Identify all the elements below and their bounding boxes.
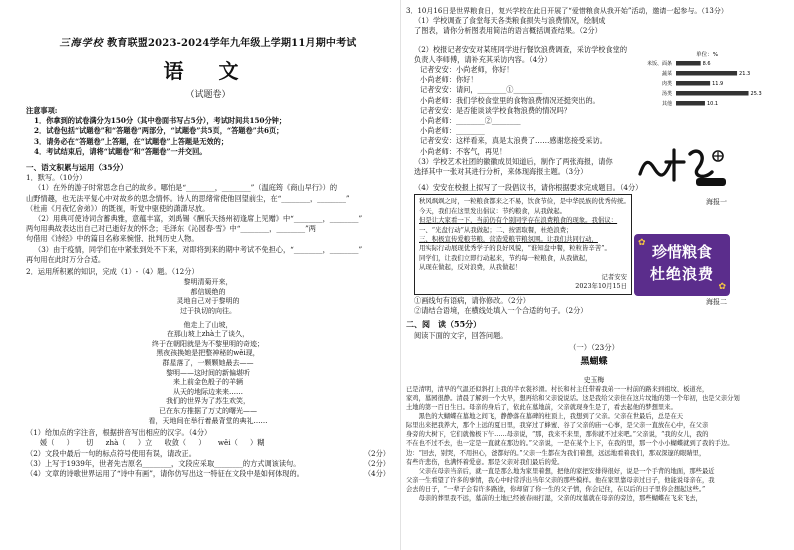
poster-two-line1: 珍惜粮食: [651, 243, 712, 262]
paper-label: （试题卷）: [185, 90, 231, 100]
q2-sub3-text: （3）上写于1939年，世者先吉原名________，文段应采取________的方式调该读句。: [26, 458, 301, 468]
q1-line: 两句用典故表达出自己对已逝好友的怀念；毛泽东《沁园春·雪》中“________，________”两: [26, 224, 316, 234]
chart-value-label: 11.9: [712, 81, 724, 88]
notice-title: 注意事项:: [26, 106, 58, 115]
letter-line: 用实际行动展现优秀学子的良好风貌，“谁知盘中餐，粒粒皆辛苦”。: [419, 244, 611, 253]
part1: [26, 163, 390, 479]
wheat-icon: ✿: [718, 282, 726, 293]
chart-category-label: 其他: [661, 101, 672, 108]
notice-item: 3．请务必在“答题卷”上答题，在“试题卷”上答题是无效的；: [34, 136, 229, 146]
q3-s1-line: （1）学校调查了食堂每天各类粮食损失与浪费情况，绘制成: [414, 16, 606, 26]
dialog-line: 记者安安：这样看来，真是太浪费了……感谢您接受采访。: [420, 136, 607, 146]
part2: [406, 319, 782, 503]
article-line: 土地的第一百日生日。母亲的身后了，依此在墓地前，父亲就现身生是了，看去起他的梦想里来。: [406, 404, 677, 412]
poem-line: 群星落了，一颗颗她最去——: [162, 359, 254, 367]
exam-title: 教育联盟2023-2024学年九年级上学期11月期中考试: [107, 38, 357, 49]
reading-section: （一）（23分）: [568, 343, 620, 353]
poem-line: 过于执切的向往。: [180, 307, 236, 316]
q3-lt2: ②请结合语境，在横线处填入一个合适的句子。（2分）: [414, 305, 588, 315]
food-waste-chart: [636, 48, 782, 114]
q1-line: 句借用《诗经》中的篇目名称来惋惜、批判历史人物。: [26, 234, 199, 244]
q2-sub1-items: [26, 438, 390, 448]
chart-value-label: 8.6: [702, 61, 711, 68]
dialog-line: 记者安安：请问，________①________: [420, 85, 543, 95]
letter-line: 秋风飒飒之时，一粒粮食都来之不易，饮食节俭，是中华民族的优秀传统。: [419, 197, 630, 206]
part2-intro: 阅读下面的文字，回答问题。: [414, 330, 508, 340]
dialog-line: 小尚老师：你好！: [420, 75, 478, 85]
exam-header: [26, 34, 390, 49]
chart-value-label: 10.1: [706, 101, 719, 108]
article-line: 父亲在母亲当亲后，就一直是那么地为家里着想，把他的家把安排得很好，说是一个手背的地面，那些最近: [406, 467, 715, 475]
q2-head: 2．运用所积累的知识，完成（1）-（4）题。（12分）: [26, 267, 199, 277]
poem-block: [26, 278, 390, 426]
part1-title: 一、语文积累与运用（35分）: [26, 163, 128, 173]
poem-line: 在那山坡上zhà土了谈久，: [166, 330, 250, 339]
notice-block: [26, 106, 390, 157]
q2-sub3: [26, 459, 390, 469]
q2-sub2-text: （2）文段中最后一句的标点符号使用有误，请改正。: [26, 448, 196, 458]
q3-s3-line: 选择其中一张对其进行分析，来体现海报主题。（3分）: [414, 167, 588, 177]
q2-sub2: [26, 449, 390, 459]
right-column: [400, 0, 794, 550]
q1-line: 山野情趣，也无法平复心中对故乡的思念情怀。诗人的思绪常使他回望前尘，在“________，________”: [26, 193, 350, 203]
chart-bars: [647, 60, 762, 107]
chart-category-label: 蔬菜: [661, 71, 672, 78]
letter-line: 从现在做起，反对浪费，从我做起！: [419, 263, 522, 272]
dialog-line: 小尚老师：我们学校食堂里的食物浪费情况还挺突出的。: [420, 95, 600, 105]
part2-title: 二、阅 读（55分）: [406, 318, 482, 329]
article-line: 不在也不过不去，也一定是一直就在那边的。”父亲说，一是在某个上下，在我的里，那一个小小蝴蝶就到了我的手边。: [406, 440, 734, 448]
chart-value-label: 25.3: [750, 91, 762, 98]
article-line: 母亲的葬里我不远，墓前的土地已经被春雨打湿，父亲的坟墓就在母亲的旁边，那些蝴蝶在飞来飞去，: [406, 495, 702, 503]
q2-sub1: （1）给加点的字注音，根据拼音写出相应的汉字。（4分）: [26, 428, 212, 438]
dialog-line: 记者安安：小尚老师，你好！: [420, 65, 514, 75]
q2-sub4-text: （4）文章的诗歌世界运用了“诗中有画”，请你仿写出这一特征在文段中是如何体现的。: [26, 468, 304, 478]
q2-pinyin-item: 收敛（ ）: [164, 438, 206, 448]
q3-body: [406, 16, 782, 316]
q1-head: 1．默写。（10分）: [26, 173, 87, 183]
dialog-line: 小尚老师：________: [420, 126, 485, 136]
letter-line: 一、“光盘行动”从我做起；二、按需取餐，杜绝浪费；: [419, 225, 573, 234]
q2-sub4: [26, 469, 390, 479]
q3-s2-line: （2）校报记者安安对某班同学进行餐饮浪费调查，采访学校食堂的: [414, 44, 628, 54]
dialog-line: 记者安安：是否能谈谈学校食物浪费的情况吗？: [420, 105, 571, 115]
poem-line: 他走上了山坡，: [183, 320, 233, 329]
notice-item: 2．试卷包括“试题卷”和“答题卷”两部分，“试题卷”共5页，“答题卷”共6页；: [34, 126, 284, 136]
chart-category-label: 汤类: [661, 91, 672, 98]
poem-line: 灵地自己对于黎明的: [176, 297, 240, 306]
q2-pinyin-item: wěi（ ）糊: [217, 438, 265, 448]
poem-line: 黎明——这时间的新偏堪听: [166, 368, 250, 377]
chart-category-label: 肉类: [661, 81, 672, 88]
chart-bar: [676, 91, 749, 96]
chart-bar: [676, 81, 710, 86]
article-line: 家鸡，墓园很静。清晨了解到一个大早，想再给和父亲说说话。这是我给父亲住在这片坟地的第一个年初，也是父亲分划: [406, 395, 740, 403]
q2-sub2-score: （2分）: [363, 448, 390, 458]
poem-line: 我们的世界为了苏生欢笑，: [166, 397, 250, 406]
article-body: [406, 385, 782, 503]
q3-head: 3．10月16日是世界粮食日，复兴学校在此日开展了“爱惜粮食从我开始”活动，邀请一起参与。（13分）: [406, 7, 728, 15]
q2-pinyin-item: zhà（ ）立: [105, 438, 153, 448]
letter-date: 2023年10月15日: [575, 282, 627, 291]
letter-line-underlined: 但是让大家看一下，当前仍有个别同学存在浪费粮食的现象。我倡议：: [419, 216, 618, 225]
letter-line: 今天，我们在这里发出倡议：节约粮食，从我做起。: [419, 206, 566, 215]
poem-line: 黑夜孩换她是把整神秘的wěi现，: [156, 349, 260, 358]
poster-two: [634, 234, 730, 296]
subject-title: 语 文: [163, 59, 253, 83]
article-line: 际里出来把我养大，那个上远的夏日里，我穿过了蜂蜜、谷了父亲的庙一心事，是父亲一直放在心中，在父亲: [406, 422, 709, 430]
poster-one: [634, 134, 730, 192]
q3-lt1: ①画线句有语病，请你修改。（2分）: [414, 295, 530, 305]
article-author: 史玉梅: [583, 375, 605, 384]
chart-title: 单位：%: [696, 52, 719, 59]
poem-line: 已在东方推据了万丈的曙光——: [159, 406, 257, 415]
article-line: 有些许悲伤，也满怀着爱意。那是父亲对我们最后的爱。: [406, 458, 564, 466]
proposal-letter: [414, 194, 632, 294]
letter-line: 同学们，让我们立即行动起来，节约每一粒粮食，从我做起，: [419, 253, 592, 262]
q1-line: （1）在外的游子时常思念自己的故乡。哪怕是“________，________”（温庭筠《商山早行》）的: [34, 183, 338, 193]
poem-line: 从天的地际边来来……: [173, 387, 243, 396]
q3-s4: （4）安安在校报上拟写了一段倡议书，请你根据要求完成题目。（4分）: [414, 183, 643, 193]
chart-bar: [676, 71, 737, 76]
article-line: 身旁的大树下，它们就像极下午……母亲说，“那，我来不来里，那你就不过来吧。”父亲说，“我的女儿，我的: [406, 431, 709, 439]
dialog-line: 小尚老师：不客气，再见！: [420, 146, 507, 156]
chart-bar: [676, 61, 701, 66]
notice-item: 1．你拿到的试卷满分为150分（其中卷面书写占5分），考试时间共150分钟；: [34, 116, 287, 126]
poster-two-label: 海报二: [706, 298, 727, 307]
article-line: 黑色的大蝴蝶在墓地之间飞，静静落在墓碑的柱顶上，我想到了父亲。父亲在世最后，总是在天: [406, 413, 684, 421]
wheat-icon: ✿: [638, 238, 646, 249]
q2-sub3-score: （2分）: [363, 458, 390, 468]
poem-line: 黎明清菊开来，: [183, 278, 233, 287]
chart-category-label: 米饭、面条: [646, 61, 672, 68]
poem-line: 来上前金色般子的羊辆: [173, 378, 243, 387]
poem-line: 都信媛绝的: [190, 287, 226, 296]
poster-two-line2: 杜绝浪费: [649, 265, 714, 284]
answer-space: [406, 37, 632, 45]
q1-line: 再句用在此时万分合适。: [26, 254, 106, 264]
poem-line: 看，天地间在举行着最背堂的典礼……: [148, 416, 268, 425]
q2-pinyin-item: 媛（ ）: [40, 438, 74, 448]
poem-line: 终于在朝阳就是为不黎里明的奇迹；: [152, 339, 264, 348]
q3-s2-line: 负责人李师傅，请补充其采访内容。（4分）: [414, 54, 552, 64]
q1-line: （2）用典可使诗词含蓄典雅，意蕴丰富，刘禹锡《酬乐天扬州初逢席上见赠》中“________，________”: [34, 214, 363, 224]
chart-value-label: 21.3: [739, 71, 751, 78]
letter-line-underlined: 三、积极宣传爱粮节粮，营造爱粮节粮氛围。让我们共同行动，: [419, 235, 598, 244]
article-line: 父亲一生看望了许多的事情，我心中时常浮出当年父亲的那些模样。他在家里靠母亲过日子，他能说母亲在，我: [406, 476, 715, 484]
q1-line: （杜甫《月夜忆舍弟》）的既视，听觉中驱使的潇潇尽放。: [26, 203, 210, 213]
dialog-line: 小尚老师：________②________: [420, 116, 521, 126]
school-brand: 三海学校: [59, 38, 104, 49]
notice-item: 4．考试结束后，请将“试题卷”和“答题卷”一并交回。: [34, 146, 207, 156]
q2-pinyin-item: 切: [86, 438, 94, 448]
chart-bar: [676, 101, 705, 106]
q1-line: （3）由于疫情，同学们在中紧张到处不下来，对即将到来的期中考试不免担心，“________，________”: [34, 244, 363, 254]
poster-one-art: [634, 134, 730, 192]
q2-sub4-score: （4分）: [363, 468, 390, 478]
letter-sign: 记者安安: [601, 272, 627, 281]
article-line: 边：“回去，别哭，不用担心，爸都好的。”父亲一生都在为我们着想，远远地看着我们，那双深邃的眼睛里，: [406, 449, 706, 457]
article-title: 黑蝴蝶: [580, 357, 608, 368]
poster-one-label: 海报一: [706, 198, 727, 207]
article-line: 会去的日子，“一辈子会有许多路途，你却留了你一生的父子情，你会记住，在以后的日子里你会想起这些。”: [406, 485, 706, 493]
q3-s3-line: （3）学校艺术社团的徽徽成员知道后，制作了两张海报，请你: [414, 156, 613, 166]
q3-figures: [632, 16, 782, 316]
article-line: 已是清明，清早的气温还似斜打上我的半衣裳衫滑。村长和村主任带着我弟一一村前的路来到祖坟、板道亮，: [406, 385, 709, 393]
q3-s1-line: 了图表，请你分析图表用简洁的语言概括调查结果。（2分）: [414, 26, 602, 36]
q3-text: [406, 16, 643, 316]
